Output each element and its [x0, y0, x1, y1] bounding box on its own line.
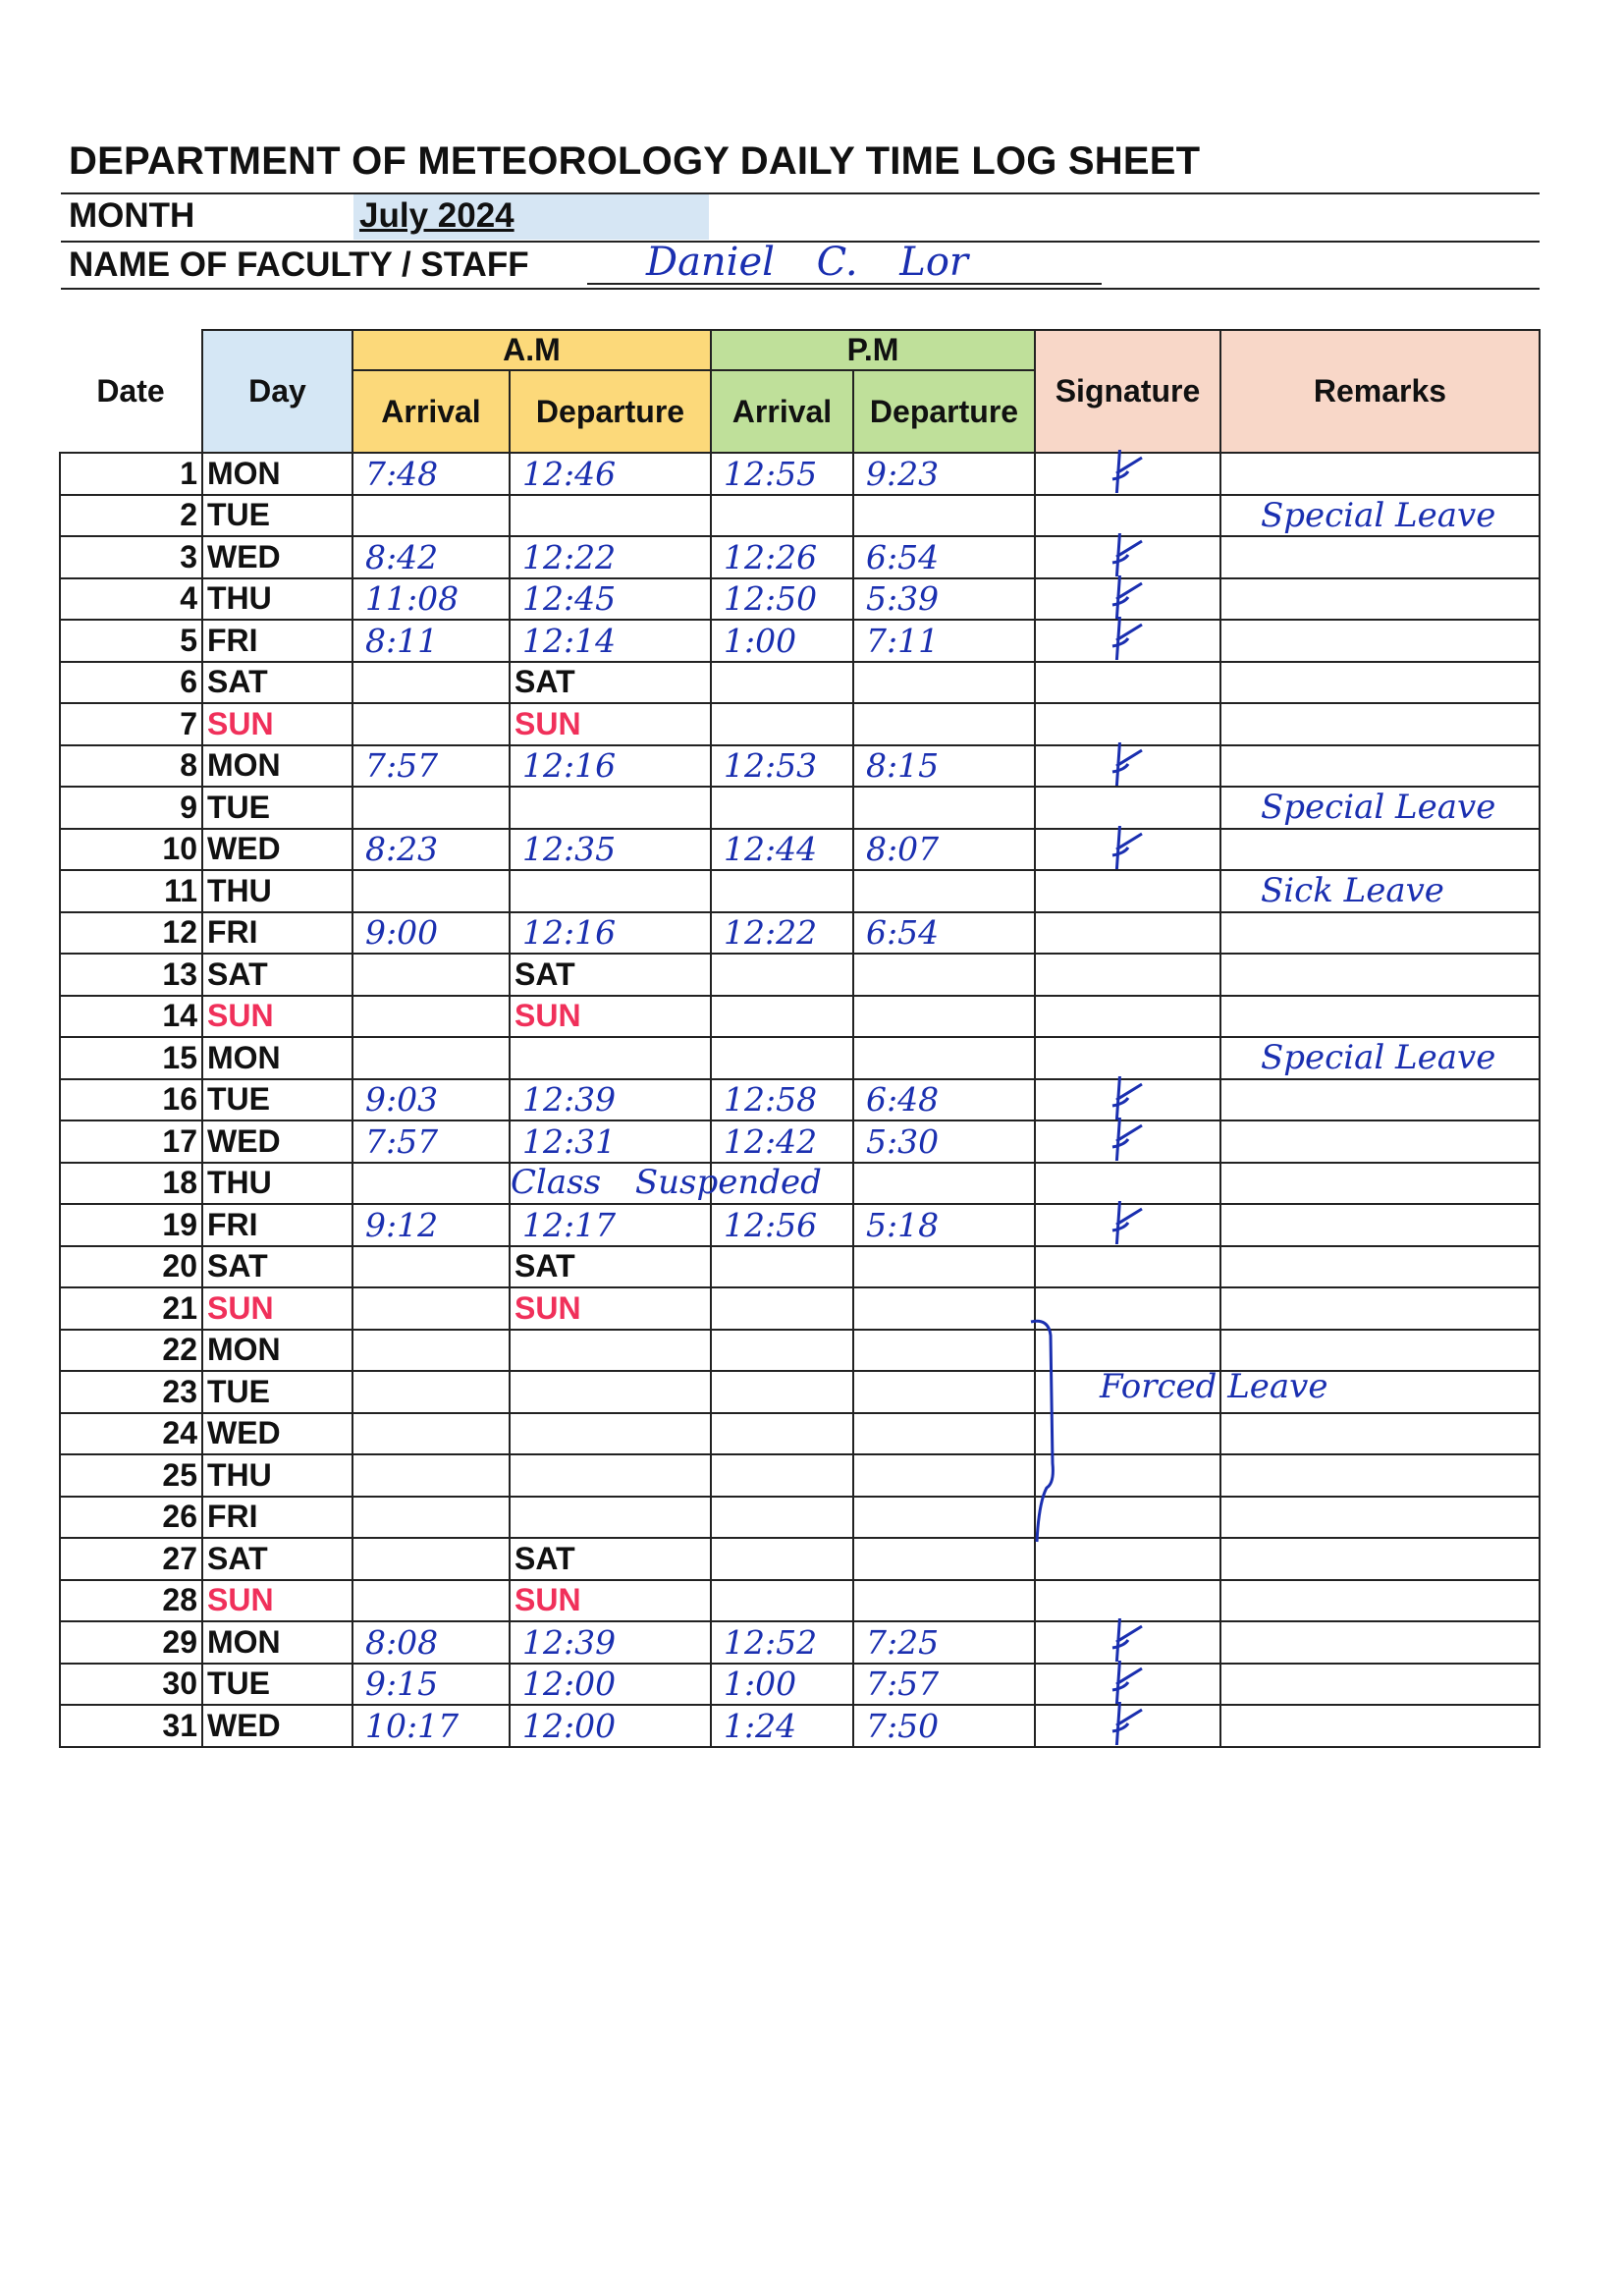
class-suspended-note: Class Suspended [511, 1163, 822, 1202]
pm-departure [853, 1330, 1035, 1372]
pm-departure: 7:57 [853, 1664, 1035, 1706]
am-arrival: 9:15 [352, 1664, 510, 1706]
row-date: 29 [60, 1621, 202, 1664]
pm-arrival: 1:24 [711, 1705, 853, 1747]
remarks-cell [1220, 1621, 1540, 1664]
am-departure-weekend: SAT [510, 662, 711, 704]
signature-cell [1035, 1120, 1220, 1163]
pm-departure: 7:50 [853, 1705, 1035, 1747]
row-date: 9 [60, 787, 202, 829]
pm-arrival: 12:42 [711, 1120, 853, 1163]
table-row [60, 536, 1540, 578]
am-departure [510, 870, 711, 912]
remarks-cell: Special Leave [1220, 495, 1540, 537]
table-row [60, 1079, 1540, 1121]
signature-cell [1035, 829, 1220, 871]
row-date: 20 [60, 1246, 202, 1288]
am-arrival: 8:11 [352, 620, 510, 662]
remarks-cell [1220, 1497, 1540, 1539]
remarks-cell [1220, 745, 1540, 788]
remarks-cell [1220, 620, 1540, 662]
remarks-cell [1220, 1287, 1540, 1330]
pm-departure: 6:48 [853, 1079, 1035, 1121]
pm-departure [853, 1246, 1035, 1288]
am-arrival: 7:48 [352, 453, 510, 495]
signature-cell [1035, 578, 1220, 621]
table-row [60, 1664, 1540, 1706]
remarks-cell [1220, 536, 1540, 578]
am-departure-weekend: SAT [510, 1246, 711, 1288]
sheet-title: DEPARTMENT OF METEOROLOGY DAILY TIME LOG SHEET [69, 139, 1201, 183]
table-row [60, 1204, 1540, 1246]
pm-departure [853, 1371, 1035, 1413]
am-departure: 12:35 [510, 829, 711, 871]
am-arrival: 8:23 [352, 829, 510, 871]
row-date: 21 [60, 1287, 202, 1330]
signature-cell [1035, 996, 1220, 1038]
signature-cell [1035, 453, 1220, 495]
am-departure: 12:46 [510, 453, 711, 495]
header-am-departure: Departure [510, 370, 711, 453]
header-remarks: Remarks [1220, 330, 1540, 453]
remarks-cell [1220, 1079, 1540, 1121]
table-row [60, 1413, 1540, 1455]
row-day: THU [202, 870, 352, 912]
row-day: SUN [202, 703, 352, 745]
am-arrival: 8:42 [352, 536, 510, 578]
am-departure: 12:39 [510, 1079, 711, 1121]
row-date: 7 [60, 703, 202, 745]
row-day: MON [202, 745, 352, 788]
row-date: 6 [60, 662, 202, 704]
row-day: SUN [202, 1580, 352, 1622]
pm-arrival [711, 1413, 853, 1455]
pm-departure: 6:54 [853, 912, 1035, 955]
row-day: WED [202, 1705, 352, 1747]
signature-cell [1035, 620, 1220, 662]
row-date: 14 [60, 996, 202, 1038]
am-departure [510, 495, 711, 537]
table-row [60, 1621, 1540, 1664]
row-date: 2 [60, 495, 202, 537]
pm-arrival: 12:56 [711, 1204, 853, 1246]
row-day: WED [202, 1120, 352, 1163]
pm-departure: 7:25 [853, 1621, 1035, 1664]
time-log-table [59, 329, 1541, 1748]
pm-arrival [711, 1246, 853, 1288]
remarks-cell: Special Leave [1220, 787, 1540, 829]
row-day: THU [202, 1163, 352, 1205]
am-arrival: 8:08 [352, 1621, 510, 1664]
am-arrival: 11:08 [352, 578, 510, 621]
pm-departure: 5:39 [853, 578, 1035, 621]
am-arrival: 9:00 [352, 912, 510, 955]
header-pm-departure: Departure [853, 370, 1035, 453]
remarks-cell [1220, 1120, 1540, 1163]
pm-arrival: 12:55 [711, 453, 853, 495]
header-am: A.M [352, 330, 711, 370]
pm-arrival [711, 1538, 853, 1580]
pm-departure [853, 1497, 1035, 1539]
pm-arrival: 1:00 [711, 1664, 853, 1706]
pm-arrival: 12:52 [711, 1621, 853, 1664]
am-departure-weekend: SUN [510, 1287, 711, 1330]
table-row [60, 662, 1540, 704]
remarks-cell [1220, 912, 1540, 955]
am-departure [510, 1454, 711, 1497]
am-arrival: 9:12 [352, 1204, 510, 1246]
row-date: 31 [60, 1705, 202, 1747]
table-row [60, 1705, 1540, 1747]
table-row [60, 1580, 1540, 1622]
header-signature: Signature [1035, 330, 1220, 453]
am-arrival [352, 1538, 510, 1580]
am-departure: 12:17 [510, 1204, 711, 1246]
remarks-cell [1220, 996, 1540, 1038]
header-day: Day [202, 330, 352, 453]
row-date: 16 [60, 1079, 202, 1121]
row-date: 15 [60, 1037, 202, 1079]
table-row [60, 1497, 1540, 1539]
row-day: FRI [202, 1497, 352, 1539]
name-label: NAME OF FACULTY / STAFF [69, 246, 529, 284]
signature-mark [1095, 450, 1154, 501]
signature-cell [1035, 954, 1220, 996]
pm-departure: 8:15 [853, 745, 1035, 788]
table-row [60, 1246, 1540, 1288]
row-date: 13 [60, 954, 202, 996]
pm-departure [853, 1163, 1035, 1205]
pm-arrival: 12:26 [711, 536, 853, 578]
month-label: MONTH [69, 196, 195, 235]
pm-departure [853, 1580, 1035, 1622]
am-departure [510, 1497, 711, 1539]
pm-arrival: 12:53 [711, 745, 853, 788]
row-day: TUE [202, 1079, 352, 1121]
remarks-cell [1220, 1163, 1540, 1205]
pm-arrival [711, 1287, 853, 1330]
signature-cell [1035, 1664, 1220, 1706]
am-arrival [352, 1330, 510, 1372]
pm-arrival [711, 495, 853, 537]
pm-arrival [711, 662, 853, 704]
pm-arrival: 12:58 [711, 1079, 853, 1121]
signature-cell [1035, 787, 1220, 829]
row-day: MON [202, 453, 352, 495]
header-am-arrival: Arrival [352, 370, 510, 453]
pm-departure: 8:07 [853, 829, 1035, 871]
row-day: FRI [202, 620, 352, 662]
row-day: THU [202, 578, 352, 621]
pm-departure [853, 703, 1035, 745]
am-departure: 12:14 [510, 620, 711, 662]
table-row [60, 870, 1540, 912]
am-departure-weekend: SAT [510, 1538, 711, 1580]
am-departure [510, 1371, 711, 1413]
row-day: FRI [202, 1204, 352, 1246]
pm-departure [853, 1538, 1035, 1580]
am-departure [510, 1330, 711, 1372]
pm-arrival [711, 1580, 853, 1622]
signature-mark [1095, 1702, 1154, 1753]
am-arrival [352, 1037, 510, 1079]
row-day: MON [202, 1621, 352, 1664]
pm-departure: 6:54 [853, 536, 1035, 578]
am-departure-weekend: SAT [510, 954, 711, 996]
am-departure [510, 1413, 711, 1455]
pm-arrival [711, 703, 853, 745]
row-date: 24 [60, 1413, 202, 1455]
pm-arrival [711, 1330, 853, 1372]
signature-cell [1035, 1037, 1220, 1079]
pm-arrival: 1:00 [711, 620, 853, 662]
row-date: 10 [60, 829, 202, 871]
remarks-cell [1220, 1664, 1540, 1706]
pm-arrival [711, 1037, 853, 1079]
remarks-cell [1220, 829, 1540, 871]
pm-departure [853, 996, 1035, 1038]
signature-cell [1035, 662, 1220, 704]
table-row [60, 495, 1540, 537]
pm-arrival [711, 870, 853, 912]
pm-arrival [711, 954, 853, 996]
signature-cell [1035, 745, 1220, 788]
row-day: SUN [202, 996, 352, 1038]
am-departure: 12:00 [510, 1705, 711, 1747]
row-date: 18 [60, 1163, 202, 1205]
table-row [60, 1037, 1540, 1079]
table-row [60, 996, 1540, 1038]
am-departure: 12:31 [510, 1120, 711, 1163]
row-day: SUN [202, 1287, 352, 1330]
remarks-cell [1220, 1330, 1540, 1372]
remarks-cell [1220, 578, 1540, 621]
row-date: 11 [60, 870, 202, 912]
row-day: TUE [202, 495, 352, 537]
am-arrival: 7:57 [352, 1120, 510, 1163]
signature-cell [1035, 1079, 1220, 1121]
row-date: 12 [60, 912, 202, 955]
row-date: 8 [60, 745, 202, 788]
am-departure: 12:22 [510, 536, 711, 578]
signature-mark [1095, 1118, 1154, 1169]
am-arrival: 7:57 [352, 745, 510, 788]
table-row [60, 745, 1540, 788]
pm-departure [853, 1454, 1035, 1497]
table-row [60, 1120, 1540, 1163]
row-date: 4 [60, 578, 202, 621]
row-date: 27 [60, 1538, 202, 1580]
row-date: 17 [60, 1120, 202, 1163]
header-date: Date [60, 330, 202, 453]
row-day: TUE [202, 787, 352, 829]
am-arrival [352, 1454, 510, 1497]
am-departure [510, 787, 711, 829]
row-date: 28 [60, 1580, 202, 1622]
am-arrival [352, 787, 510, 829]
table-row [60, 912, 1540, 955]
remarks-cell [1220, 1204, 1540, 1246]
remarks-cell [1220, 1454, 1540, 1497]
signature-cell [1035, 703, 1220, 745]
signature-cell [1035, 536, 1220, 578]
am-arrival [352, 1246, 510, 1288]
am-departure-weekend: SUN [510, 996, 711, 1038]
signature-mark [1095, 742, 1154, 793]
remarks-cell [1220, 1580, 1540, 1622]
pm-departure [853, 1037, 1035, 1079]
am-arrival [352, 495, 510, 537]
pm-arrival [711, 996, 853, 1038]
header-pm-arrival: Arrival [711, 370, 853, 453]
table-row [60, 1454, 1540, 1497]
divider [61, 192, 1540, 194]
am-departure: 12:39 [510, 1621, 711, 1664]
pm-arrival [711, 1371, 853, 1413]
row-day: SAT [202, 954, 352, 996]
table-row [60, 954, 1540, 996]
pm-arrival [711, 787, 853, 829]
name-value: Daniel C. Lor [646, 240, 969, 285]
row-day: WED [202, 829, 352, 871]
signature-cell [1035, 1163, 1220, 1205]
pm-arrival: 12:22 [711, 912, 853, 955]
am-arrival: 9:03 [352, 1079, 510, 1121]
pm-departure [853, 1413, 1035, 1455]
am-departure: 12:16 [510, 912, 711, 955]
remarks-cell [1220, 1705, 1540, 1747]
signature-mark [1095, 1201, 1154, 1252]
pm-departure [853, 1287, 1035, 1330]
forced-leave-brace [1021, 1316, 1080, 1552]
pm-departure: 7:11 [853, 620, 1035, 662]
pm-arrival: 12:50 [711, 578, 853, 621]
am-departure: 12:16 [510, 745, 711, 788]
pm-departure [853, 954, 1035, 996]
am-arrival [352, 703, 510, 745]
table-row [60, 829, 1540, 871]
table-row [60, 1538, 1540, 1580]
am-departure-weekend: SUN [510, 1580, 711, 1622]
row-day: WED [202, 1413, 352, 1455]
am-departure: 12:00 [510, 1664, 711, 1706]
row-day: TUE [202, 1371, 352, 1413]
row-date: 1 [60, 453, 202, 495]
am-arrival [352, 1580, 510, 1622]
am-arrival [352, 662, 510, 704]
row-day: TUE [202, 1664, 352, 1706]
remarks-cell [1220, 1413, 1540, 1455]
am-arrival [352, 870, 510, 912]
remarks-cell: Sick Leave [1220, 870, 1540, 912]
signature-cell [1035, 1580, 1220, 1622]
pm-arrival: 12:44 [711, 829, 853, 871]
remarks-cell [1220, 703, 1540, 745]
row-date: 19 [60, 1204, 202, 1246]
signature-cell [1035, 912, 1220, 955]
table-row [60, 453, 1540, 495]
row-date: 26 [60, 1497, 202, 1539]
am-departure [510, 1037, 711, 1079]
am-arrival [352, 996, 510, 1038]
row-day: MON [202, 1037, 352, 1079]
am-departure-weekend: SUN [510, 703, 711, 745]
pm-departure [853, 787, 1035, 829]
am-arrival [352, 1287, 510, 1330]
row-day: THU [202, 1454, 352, 1497]
pm-departure [853, 662, 1035, 704]
row-date: 25 [60, 1454, 202, 1497]
remarks-cell [1220, 1538, 1540, 1580]
row-day: FRI [202, 912, 352, 955]
remarks-cell [1220, 1246, 1540, 1288]
row-date: 23 [60, 1371, 202, 1413]
am-arrival: 10:17 [352, 1705, 510, 1747]
signature-cell [1035, 1204, 1220, 1246]
am-arrival [352, 1497, 510, 1539]
table-row [60, 1330, 1540, 1372]
remarks-cell [1220, 453, 1540, 495]
header-pm: P.M [711, 330, 1035, 370]
pm-departure: 5:18 [853, 1204, 1035, 1246]
row-day: SAT [202, 1246, 352, 1288]
row-date: 3 [60, 536, 202, 578]
am-arrival [352, 1371, 510, 1413]
table-row [60, 787, 1540, 829]
signature-cell [1035, 1621, 1220, 1664]
signature-cell [1035, 870, 1220, 912]
row-day: SAT [202, 1538, 352, 1580]
signature-cell [1035, 495, 1220, 537]
pm-departure: 5:30 [853, 1120, 1035, 1163]
row-date: 22 [60, 1330, 202, 1372]
month-value: July 2024 [359, 196, 514, 235]
table-row [60, 1287, 1540, 1330]
remarks-cell [1220, 954, 1540, 996]
divider [61, 288, 1540, 290]
pm-arrival [711, 1454, 853, 1497]
row-date: 5 [60, 620, 202, 662]
am-departure: 12:45 [510, 578, 711, 621]
row-day: SAT [202, 662, 352, 704]
pm-arrival [711, 1497, 853, 1539]
forced-leave-note: Forced Leave [1100, 1367, 1328, 1406]
am-arrival [352, 1163, 510, 1205]
remarks-cell [1220, 662, 1540, 704]
signature-mark [1095, 617, 1154, 668]
row-day: MON [202, 1330, 352, 1372]
signature-cell [1035, 1246, 1220, 1288]
remarks-cell: Special Leave [1220, 1037, 1540, 1079]
pm-departure [853, 495, 1035, 537]
pm-departure: 9:23 [853, 453, 1035, 495]
am-arrival [352, 954, 510, 996]
pm-departure [853, 870, 1035, 912]
row-day: WED [202, 536, 352, 578]
am-arrival [352, 1413, 510, 1455]
signature-cell [1035, 1705, 1220, 1747]
signature-mark [1095, 826, 1154, 877]
table-row [60, 578, 1540, 621]
table-row [60, 620, 1540, 662]
table-row [60, 703, 1540, 745]
row-date: 30 [60, 1664, 202, 1706]
